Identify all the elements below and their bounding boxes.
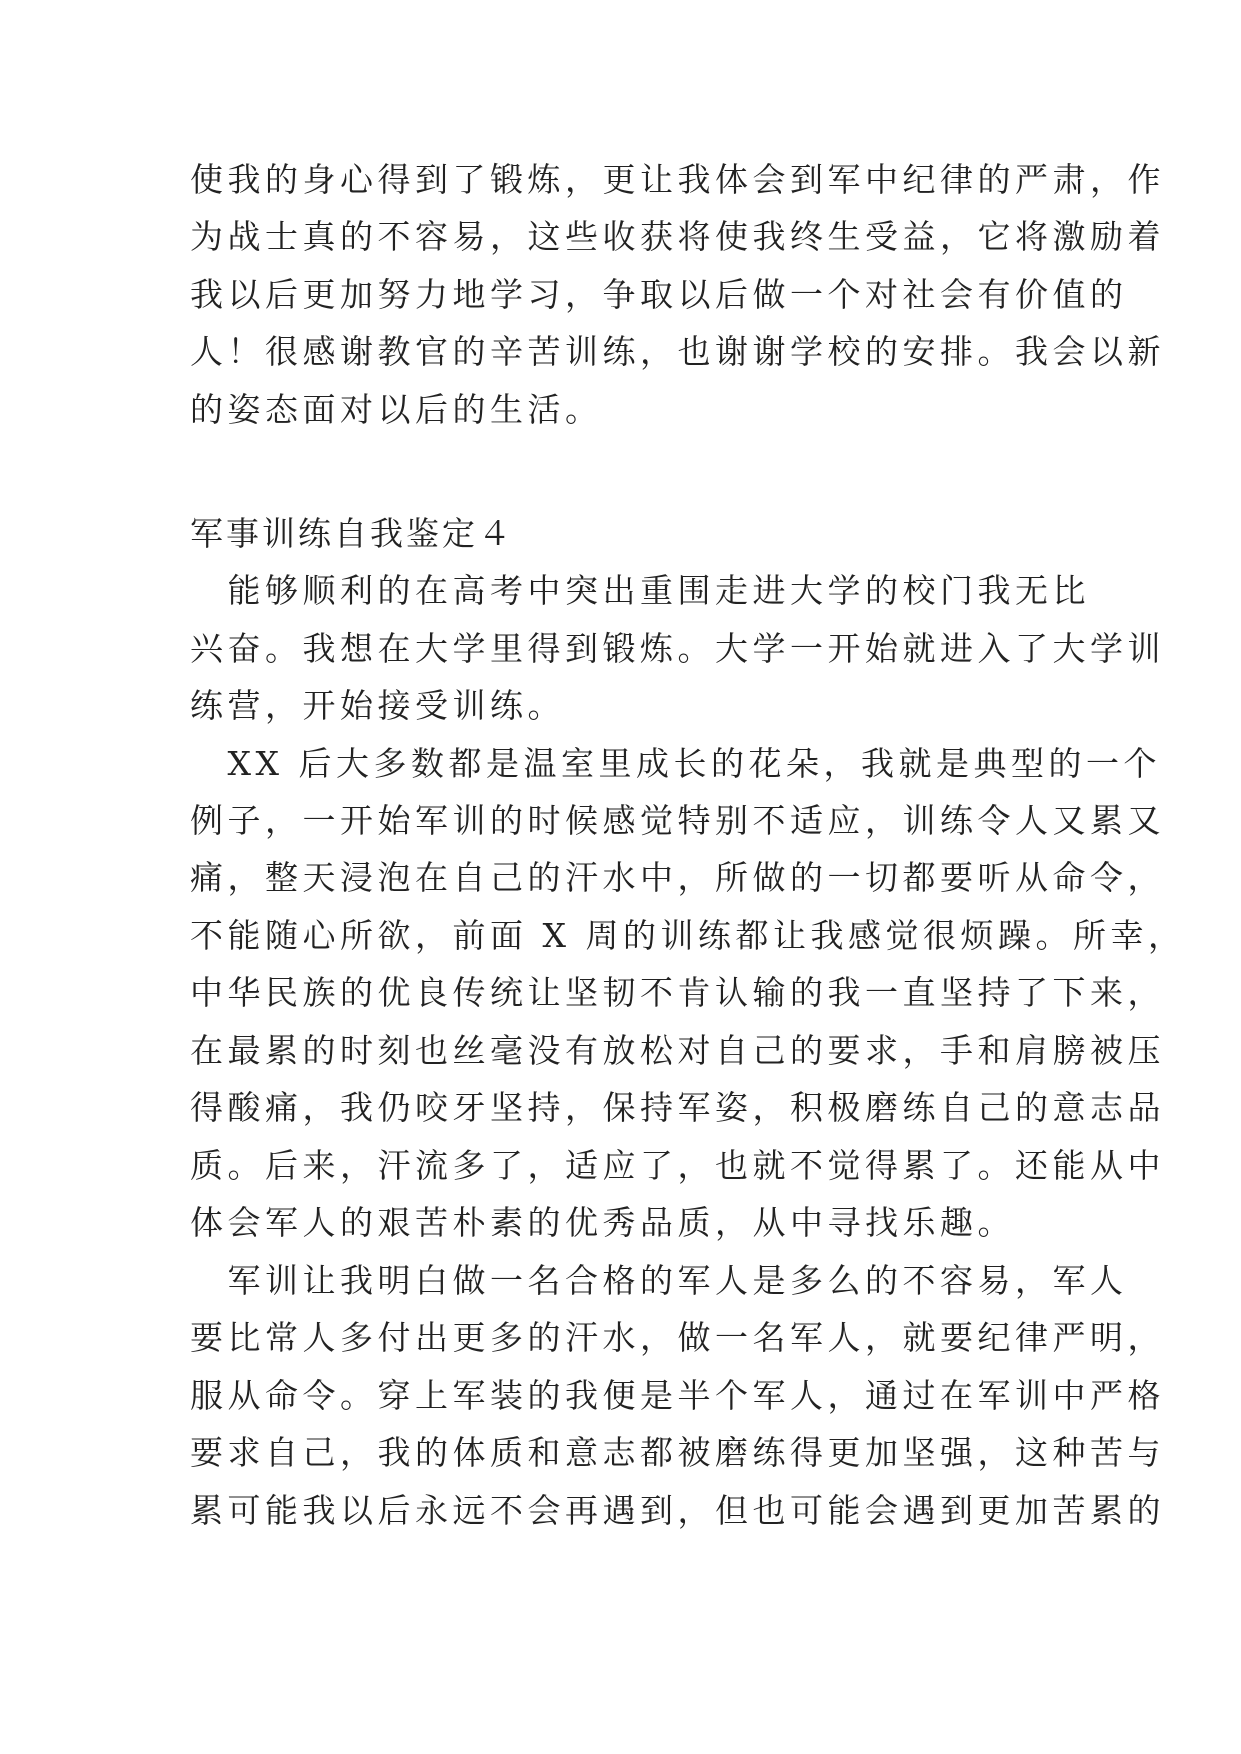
text-line: 要比常人多付出更多的汗水，做一名军人，就要纪律严明， [190, 1318, 1165, 1357]
text-line: 得酸痛，我仍咬牙坚持，保持军姿，积极磨练自己的意志品 [190, 1088, 1165, 1127]
text-line: 例子，一开始军训的时候感觉特别不适应，训练令人又累又 [190, 801, 1165, 840]
text-line: 军训让我明白做一名合格的军人是多么的不容易，军人 [190, 1261, 1128, 1300]
text-line: 要求自己，我的体质和意志都被磨练得更加坚强，这种苦与 [190, 1433, 1165, 1472]
text-line: 人！很感谢教官的辛苦训练，也谢谢学校的安排。我会以新 [190, 332, 1165, 371]
text-line: 使我的身心得到了锻炼，更让我体会到军中纪律的严肃，作 [190, 160, 1165, 199]
text-line: 不能随心所欲，前面 X 周的训练都让我感觉很烦躁。所幸， [190, 916, 1186, 955]
section-heading: 军事训练自我鉴定４ [190, 514, 514, 553]
text-line: 我以后更加努力地学习，争取以后做一个对社会有价值的 [190, 275, 1128, 314]
text-line: 痛，整天浸泡在自己的汗水中，所做的一切都要听从命令， [190, 858, 1165, 897]
text-line: XX 后大多数都是温室里成长的花朵，我就是典型的一个 [190, 744, 1161, 783]
text-line: 累可能我以后永远不会再遇到，但也可能会遇到更加苦累的 [190, 1491, 1165, 1530]
text-line: 质。后来，汗流多了，适应了，也就不觉得累了。还能从中 [190, 1146, 1165, 1185]
text-line: 能够顺利的在高考中突出重围走进大学的校门我无比 [190, 571, 1090, 610]
text-line: 为战士真的不容易，这些收获将使我终生受益，它将激励着 [190, 217, 1165, 256]
text-line: 在最累的时刻也丝毫没有放松对自己的要求，手和肩膀被压 [190, 1031, 1165, 1070]
text-line: 的姿态面对以后的生活。 [190, 390, 603, 429]
text-line: 体会军人的艰苦朴素的优秀品质，从中寻找乐趣。 [190, 1203, 1015, 1242]
text-line: 服从命令。穿上军装的我便是半个军人，通过在军训中严格 [190, 1376, 1165, 1415]
text-line: 练营，开始接受训练。 [190, 686, 565, 725]
text-line: 兴奋。我想在大学里得到锻炼。大学一开始就进入了大学训 [190, 629, 1165, 668]
text-line: 中华民族的优良传统让坚韧不肯认输的我一直坚持了下来， [190, 973, 1165, 1012]
